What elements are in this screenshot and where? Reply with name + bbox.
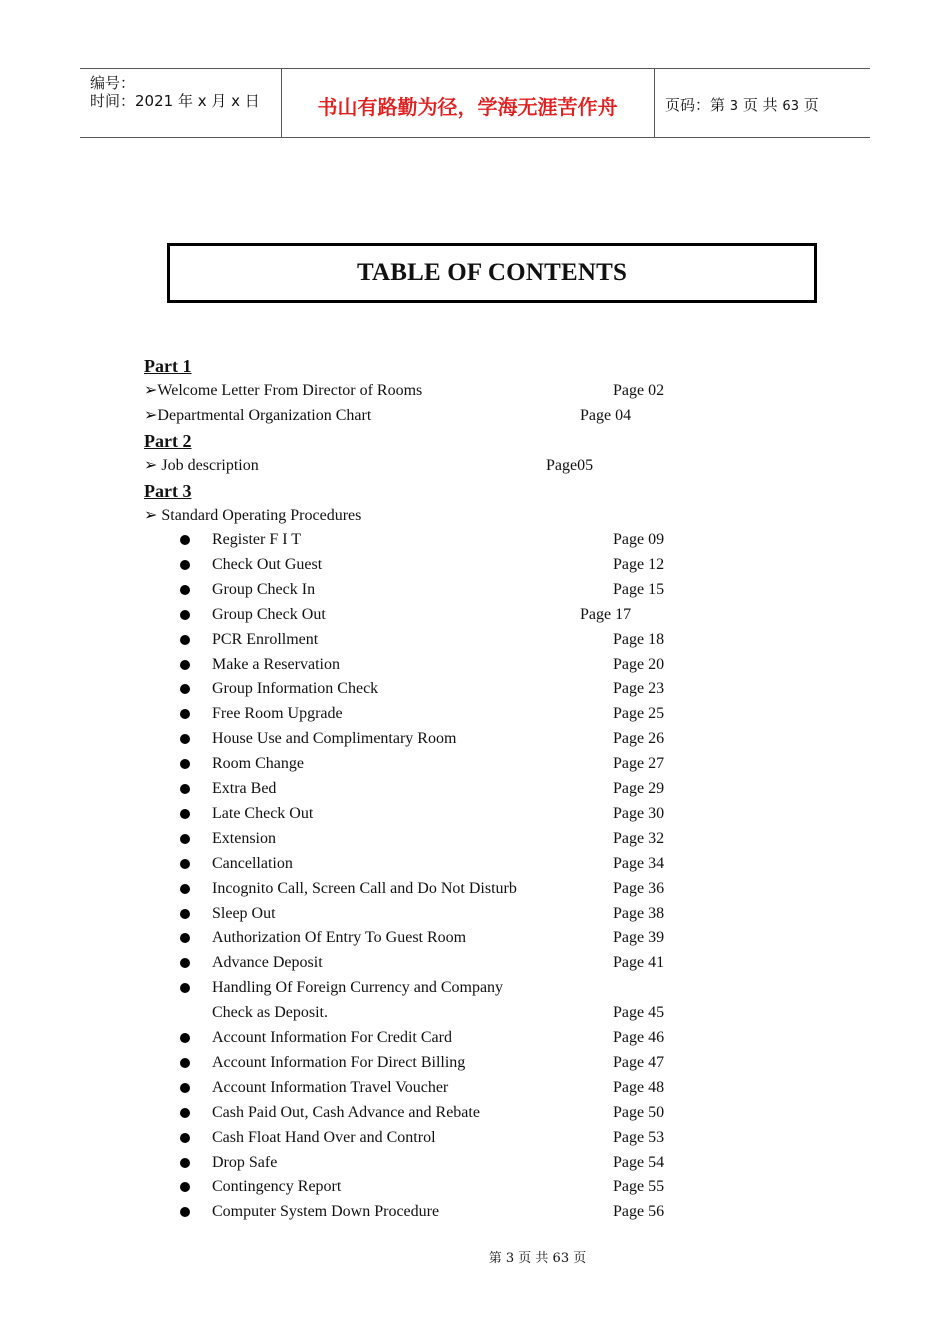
bullet-icon xyxy=(180,884,190,894)
procedure-page: Page 12 xyxy=(613,555,665,573)
bullet-icon xyxy=(180,834,190,844)
title-box xyxy=(167,243,817,303)
footer-page-number: 第 3 页 共 63 页 xyxy=(488,1251,587,1266)
procedure-label: Group Check In xyxy=(212,580,316,598)
bullet-icon xyxy=(180,933,190,943)
procedure-label: Incognito Call, Screen Call and Do Not Disturb xyxy=(212,879,517,897)
procedure-page: Page 39 xyxy=(613,929,665,947)
bullet-icon xyxy=(180,709,190,719)
procedure-page: Page 27 xyxy=(613,755,665,773)
toc-entry-page: Page05 xyxy=(546,457,594,474)
procedure-page: Page 54 xyxy=(613,1153,665,1171)
procedure-label: Cash Paid Out, Cash Advance and Rebate xyxy=(212,1103,480,1121)
procedure-label: Room Change xyxy=(212,755,304,773)
page-prefix: 页码：第 xyxy=(665,96,726,114)
procedure-page: Page 46 xyxy=(613,1029,665,1046)
procedure-label: Group Information Check xyxy=(212,680,379,698)
toc-entry-label: ➢ Job description xyxy=(144,457,259,474)
number-label: 编号： xyxy=(90,74,136,92)
procedure-page: Page 25 xyxy=(613,705,665,723)
bullet-icon xyxy=(180,635,190,645)
page-total: 63 xyxy=(782,99,799,114)
procedure-page: Page 34 xyxy=(613,854,665,872)
bullet-icon xyxy=(180,809,190,819)
time-label: 时间：2021 年 x 月 x 日 xyxy=(90,92,260,110)
bullet-icon xyxy=(180,734,190,744)
bullet-icon xyxy=(180,1158,190,1168)
procedure-label: Register F I T xyxy=(212,531,302,548)
procedure-label: House Use and Complimentary Room xyxy=(212,730,457,748)
procedure-page: Page 18 xyxy=(613,630,665,648)
procedure-page: Page 36 xyxy=(613,879,665,897)
bullet-icon xyxy=(180,1108,190,1118)
procedure-label-continued: Check as Deposit. xyxy=(212,1004,328,1022)
procedure-label: Account Information For Credit Card xyxy=(212,1029,452,1046)
document-header xyxy=(80,68,870,138)
procedure-page: Page 41 xyxy=(613,954,665,972)
page-title: TABLE OF CONTENTS xyxy=(356,259,628,286)
procedure-page: Page 26 xyxy=(613,730,665,748)
procedure-page: Page 38 xyxy=(613,904,665,922)
bullet-icon xyxy=(180,1033,190,1043)
procedure-label: Cancellation xyxy=(212,854,293,872)
header-motto-cell xyxy=(281,69,655,137)
bullet-icon xyxy=(180,560,190,570)
bullet-icon xyxy=(180,983,190,993)
toc-entry-label: ➢Departmental Organization Chart xyxy=(144,407,372,424)
procedure-label: Free Room Upgrade xyxy=(212,705,343,723)
procedure-label: Drop Safe xyxy=(212,1153,278,1171)
bullet-icon xyxy=(180,759,190,769)
page-current: 3 xyxy=(729,99,739,114)
procedure-page: Page 09 xyxy=(613,531,665,548)
procedure-label: Contingency Report xyxy=(212,1178,342,1196)
procedure-page: Page 56 xyxy=(613,1203,665,1221)
procedure-label: Late Check Out xyxy=(212,804,314,822)
procedure-page: Page 47 xyxy=(613,1053,665,1071)
procedure-page: Page 48 xyxy=(613,1078,665,1096)
bullet-icon xyxy=(180,660,190,670)
toc-entry-label: ➢Welcome Letter From Director of Rooms xyxy=(144,382,423,399)
bullet-icon xyxy=(180,585,190,595)
procedure-label: Account Information For Direct Billing xyxy=(212,1053,466,1071)
page-indicator xyxy=(665,94,819,115)
procedure-label: Group Check Out xyxy=(212,605,326,623)
procedure-page: Page 45 xyxy=(613,1004,665,1022)
bullet-icon xyxy=(180,1083,190,1093)
procedure-label: Cash Float Hand Over and Control xyxy=(212,1128,436,1146)
bullet-icon xyxy=(180,610,190,620)
procedure-label: Advance Deposit xyxy=(212,954,323,972)
toc-entry-page: Page 04 xyxy=(580,407,632,424)
procedure-page: Page 50 xyxy=(613,1103,665,1121)
procedure-page: Page 53 xyxy=(613,1128,665,1146)
procedure-page: Page 17 xyxy=(580,605,632,623)
bullet-icon xyxy=(180,859,190,869)
part-1-heading: Part 1 xyxy=(144,356,192,376)
procedure-label: Account Information Travel Voucher xyxy=(212,1078,449,1096)
page-mid: 页 共 xyxy=(742,96,778,114)
procedure-page: Page 29 xyxy=(613,780,665,797)
bullet-icon xyxy=(180,1133,190,1143)
procedure-page: Page 32 xyxy=(613,829,665,847)
procedure-page: Page 23 xyxy=(613,680,665,698)
procedure-page: Page 15 xyxy=(613,580,665,598)
procedure-label: Make a Reservation xyxy=(212,655,340,673)
procedure-label: Extra Bed xyxy=(212,780,277,797)
procedure-label: Authorization Of Entry To Guest Room xyxy=(212,929,467,947)
header-info-cell xyxy=(80,69,282,137)
procedure-label: Check Out Guest xyxy=(212,555,323,573)
bullet-icon xyxy=(180,909,190,919)
procedure-label: Computer System Down Procedure xyxy=(212,1203,440,1221)
procedure-page: Page 20 xyxy=(613,655,665,673)
bullet-icon xyxy=(180,784,190,794)
bullet-icon xyxy=(180,684,190,694)
procedure-page: Page 30 xyxy=(613,804,665,822)
procedure-label: Extension xyxy=(212,829,276,847)
bullet-icon xyxy=(180,1182,190,1192)
part-2-heading: Part 2 xyxy=(144,431,192,451)
bullet-icon xyxy=(180,1058,190,1068)
bullet-icon xyxy=(180,958,190,968)
page-footer xyxy=(0,1247,950,1266)
page-suffix: 页 xyxy=(803,96,819,114)
toc-entry-page: Page 02 xyxy=(613,382,665,399)
part-3-heading: Part 3 xyxy=(144,481,192,501)
header-page-cell xyxy=(655,69,870,137)
procedure-label: Handling Of Foreign Currency and Company xyxy=(212,979,504,997)
bullet-icon xyxy=(180,1207,190,1217)
procedure-label: PCR Enrollment xyxy=(212,630,319,648)
procedure-label: Sleep Out xyxy=(212,904,276,922)
motto-text: 书山有路勤为径，学海无涯苦作舟 xyxy=(317,95,618,119)
part-3-intro: ➢ Standard Operating Procedures xyxy=(144,507,362,524)
procedure-page: Page 55 xyxy=(613,1178,665,1196)
bullet-icon xyxy=(180,535,190,545)
